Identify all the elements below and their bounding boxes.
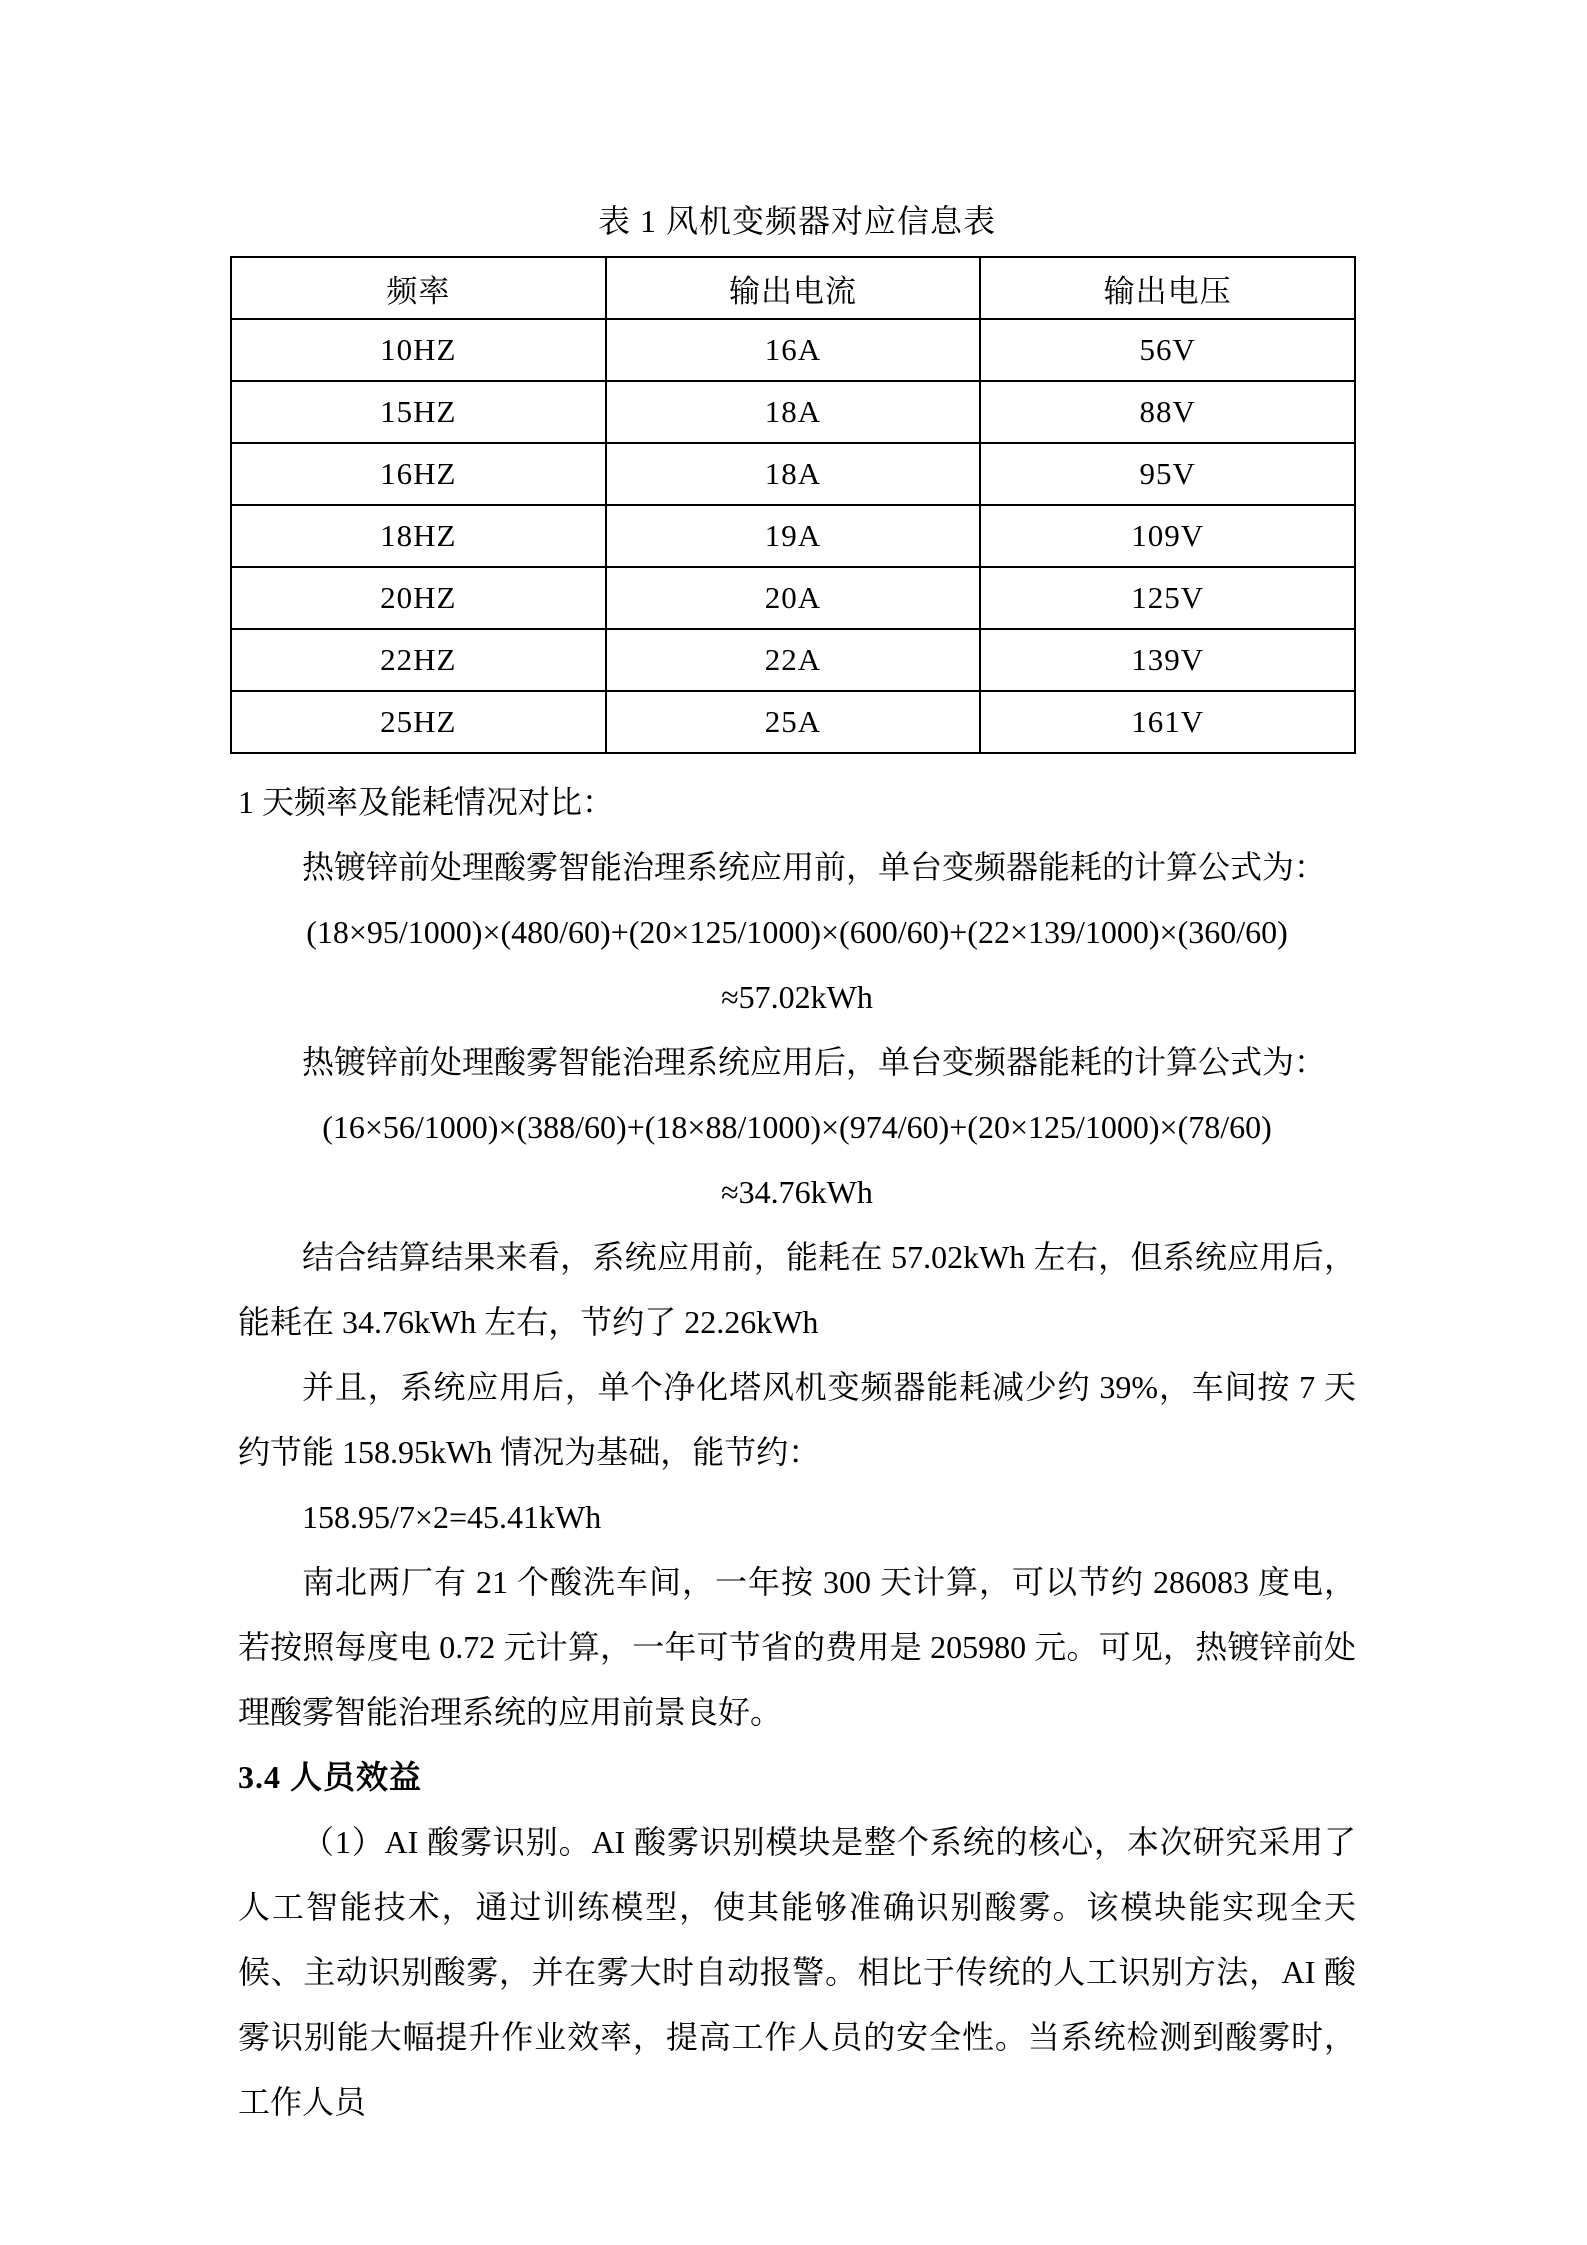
table-cell: 125V [980, 567, 1355, 629]
table-row [231, 691, 1355, 753]
table-row [231, 319, 1355, 381]
paragraph: 并且，系统应用后，单个净化塔风机变频器能耗减少约 39%，车间按 7 天约节能 158.95kWh 情况为基础，能节约： [238, 1369, 1356, 1470]
body-text [238, 770, 1356, 2135]
table-cell: 18A [606, 381, 981, 443]
table-cell: 15HZ [231, 381, 606, 443]
table-header-cell: 输出电流 [606, 257, 981, 319]
table-row [231, 505, 1355, 567]
table-cell: 95V [980, 443, 1355, 505]
paragraph: （1）AI 酸雾识别。AI 酸雾识别模块是整个系统的核心，本次研究采用了人工智能技术，通过训练模型，使其能够准确识别酸雾。该模块能实现全天候、主动识别酸雾，并在雾大时自动报警。相比于传统的人工识别方法，AI 酸雾识别能大幅提升作业效率，提高工作人员的安全性。当系统检测到酸雾时，工作人员 [238, 1824, 1356, 2120]
table-cell: 22HZ [231, 629, 606, 691]
table-row [231, 629, 1355, 691]
paragraph: 结合结算结果来看，系统应用前，能耗在 57.02kWh 左右，但系统应用后，能耗在 34.76kWh 左右，节约了 22.26kWh [238, 1239, 1356, 1340]
table-cell: 20HZ [231, 567, 606, 629]
fan-inverter-table [230, 256, 1356, 754]
table-cell: 161V [980, 691, 1355, 753]
section-heading: 3.4 人员效益 [238, 1759, 423, 1795]
table-cell: 16HZ [231, 443, 606, 505]
table-cell: 88V [980, 381, 1355, 443]
table-cell: 22A [606, 629, 981, 691]
table-cell: 18HZ [231, 505, 606, 567]
table-cell: 16A [606, 319, 981, 381]
paragraph: 热镀锌前处理酸雾智能治理系统应用后，单台变频器能耗的计算公式为： [302, 1044, 1327, 1080]
formula-line: (18×95/1000)×(480/60)+(20×125/1000)×(600/60)+(22×139/1000)×(360/60) [306, 914, 1288, 950]
table-row [231, 443, 1355, 505]
table-cell: 109V [980, 505, 1355, 567]
table-row [231, 567, 1355, 629]
table-cell: 19A [606, 505, 981, 567]
paragraph: 热镀锌前处理酸雾智能治理系统应用前，单台变频器能耗的计算公式为： [302, 849, 1327, 885]
formula-result: ≈57.02kWh [721, 979, 873, 1015]
table-cell: 139V [980, 629, 1355, 691]
paragraph: 1 天频率及能耗情况对比： [238, 784, 615, 820]
paragraph: 南北两厂有 21 个酸洗车间，一年按 300 天计算，可以节约 286083 度电，若按照每度电 0.72 元计算，一年可节省的费用是 205980 元。可见，热镀锌前处理酸雾智能治理系统的应用前景良好。 [238, 1564, 1356, 1730]
page-content [238, 198, 1356, 2135]
table-cell: 25HZ [231, 691, 606, 753]
formula-inline: 158.95/7×2=45.41kWh [302, 1499, 602, 1535]
table-cell: 56V [980, 319, 1355, 381]
formula-result: ≈34.76kWh [721, 1174, 873, 1210]
table-caption: 表 1 风机变频器对应信息表 [597, 203, 996, 239]
table-header-cell: 输出电压 [980, 257, 1355, 319]
table-header-row [231, 257, 1355, 319]
table-header-cell: 频率 [231, 257, 606, 319]
table-cell: 20A [606, 567, 981, 629]
table-cell: 18A [606, 443, 981, 505]
table-cell: 10HZ [231, 319, 606, 381]
formula-line: (16×56/1000)×(388/60)+(18×88/1000)×(974/60)+(20×125/1000)×(78/60) [322, 1109, 1272, 1145]
table-cell: 25A [606, 691, 981, 753]
table-row [231, 381, 1355, 443]
